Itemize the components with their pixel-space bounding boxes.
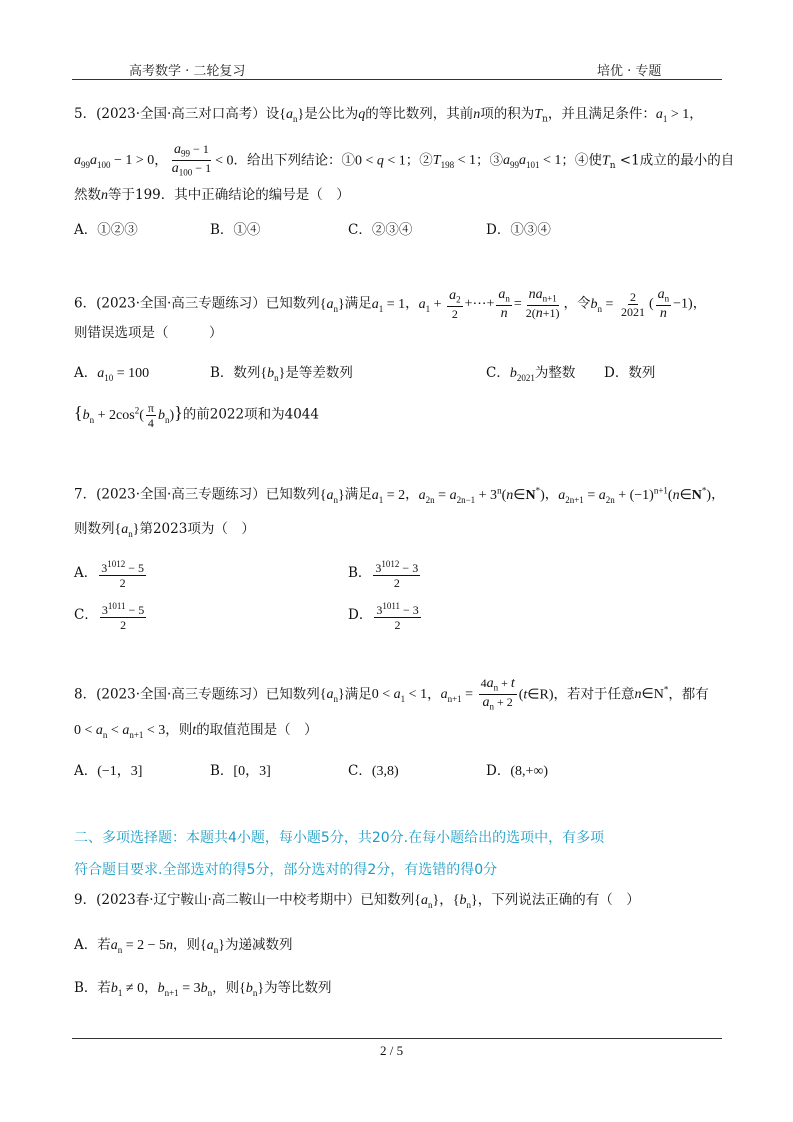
header-rule [72,79,722,80]
q6-intro: 6．(2023·全国·高三专题练习）已知数列$\{a_n\}$满足$a_1 = 1$，$a_1$ + $\frac{a_2}{2}$ +⋯+ $\frac{a_n}{n}$ = $\frac{na_{n+1}}{2(n+1)}$ ，令$b_n$ = $\frac{2}{2021}$ ( $\frac{a_n}{n}$ −1)， [74,287,707,322]
header-left: 高考数学 · 二轮复习 [129,64,246,79]
q5-intro: 5．(2023·全国·高三对口高考）设$\{a_n\}$是公比为q的等比数列，其前n项的积为$T_n$，并且满足条件：$a_1 > 1$， [74,106,703,125]
q6-option-d[interactable]: D．数列 [604,365,656,381]
q5-option-d[interactable]: D．①③④ [486,222,551,238]
q9-intro: 9．(2023春·辽宁鞍山·高二鞍山一中校考期中）已知数列$\{a_n\}$，$\{b_n\}$，下列说法正确的有（ ） [74,892,640,910]
q9-option-b[interactable]: B．若$b_1 \ne 0$，$b_{n+1} = 3b_n$，则$\{b_n\}$为等比数列 [74,980,332,998]
q7-option-c[interactable]: C． $\frac{3^{1011} - 5}{2}$ [74,601,145,632]
q6-option-d-continued: {$b_n + 2\cos^2$( $\frac{\pi}{4}$ $b_n$)}的前2022项和为4044 [74,400,319,430]
q8-option-c[interactable]: C．(3,8) [348,763,399,779]
q8-intro: 8．(2023·全国·高三专题练习）已知数列$\{a_n\}$满足$0 < a_1 < 1$，$a_{n+1}$ = $\frac{4a_n + t}{a_n + 2}$ (t∈R)，若对于任意n∈N*，都有 [74,676,709,712]
q8-option-a[interactable]: A．(−1，3] [74,763,143,779]
section2-line1: 二、多项选择题：本题共4小题，每小题5分，共20分.在每小题给出的选项中，有多项 [74,830,605,846]
q7-intro: 7．(2023·全国·高三专题练习）已知数列$\{a_n\}$满足$a_1 = 2$，$a_{2n} = a_{2n-1}$ + $3^n(n\in N^*)$，$a_{2n+1} = a_{2n}$ + $(-1)^{n+1}(n\in N^*)$， [74,485,725,505]
q7-option-b[interactable]: B． $\frac{3^{1012} - 3}{2}$ [348,559,419,590]
q8-option-d[interactable]: D．(8,+∞) [486,763,549,779]
q9-option-a[interactable]: A．若$a_n = 2 - 5n$，则$\{a_n\}$为递减数列 [74,937,293,955]
page-number: 2 / 5 [380,1043,404,1058]
section2-line2: 符合题目要求.全部选对的得5分，部分选对的得2分，有选错的得0分 [74,862,498,878]
footer-rule [72,1038,722,1039]
q5-option-c[interactable]: C．②③④ [348,222,413,238]
q5-conditions: $a_{99}a_{100} - 1 > 0$， $\frac{a_{99} - 1}{a_{100} - 1}$ < 0．给出下列结论：①0 < q < 1；$②T_{198} < 1$；$③a_{99}a_{101} < 1$；④使$T_n <1$成立的最小的自 [74,142,735,178]
q5-tail: 然数n等于199．其中正确结论的编号是（ ） [74,187,350,203]
q7-option-d[interactable]: D． $\frac{3^{1011} - 3}{2}$ [348,601,419,632]
q5-option-b[interactable]: B．①④ [210,222,261,238]
q8-option-b[interactable]: B．[0，3] [210,763,271,779]
header-right: 培优 · 专题 [597,64,662,79]
q7-option-a[interactable]: A． $\frac{3^{1012} - 5}{2}$ [74,559,145,590]
q6-option-c[interactable]: C．$b_{2021}$为整数 [486,365,576,383]
q5-option-a[interactable]: A．①②③ [74,222,138,238]
q6-tail: 则错误选项是（ ） [74,325,223,341]
q8-tail: $0 < a_n < a_{n+1} < 3$，则t的取值范围是（ ） [74,722,318,740]
q6-option-b[interactable]: B．数列$\{b_n\}$是等差数列 [210,365,353,383]
q6-option-a[interactable]: A．$a_{10} = 100$ [74,365,150,383]
q7-tail: 则数列$\{a_n\}$第2023项为（ ） [74,521,255,539]
